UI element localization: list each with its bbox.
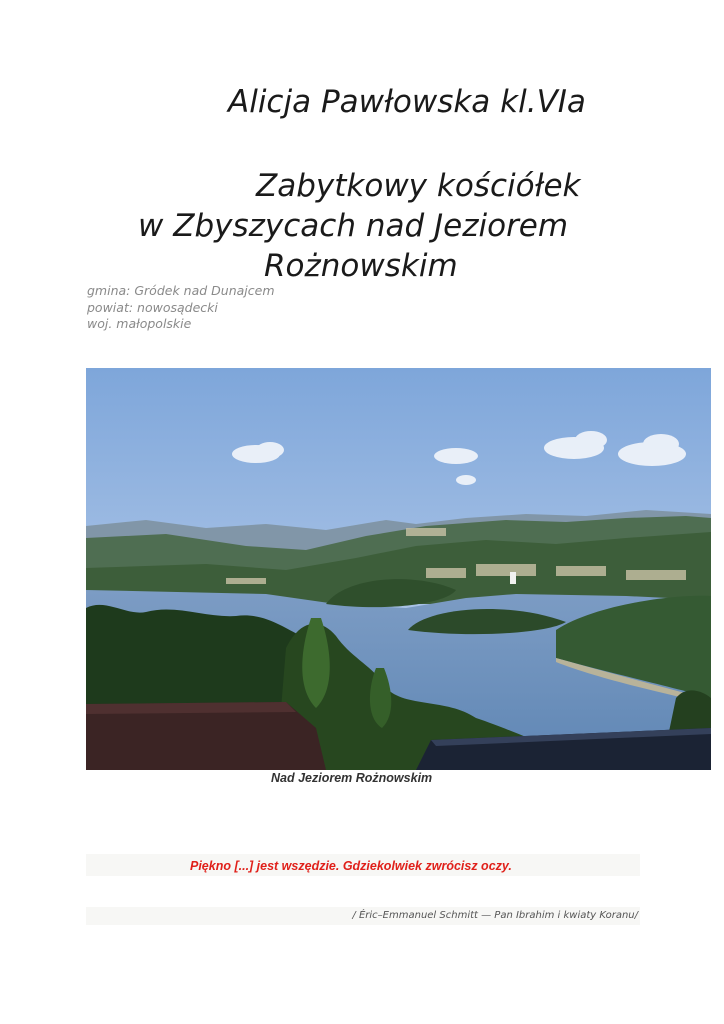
location-wojewodztwo: woj. małopolskie xyxy=(87,316,192,331)
quote-text: Piękno [...] jest wszędzie. Gdziekolwiek zwrócisz oczy. xyxy=(190,859,512,873)
title-line-2: w Zbyszycach nad Jeziorem xyxy=(138,208,569,244)
lake-photo xyxy=(86,368,711,770)
quote-attribution: / Éric–Emmanuel Schmitt — Pan Ibrahim i kwiaty Koranu/ xyxy=(352,910,638,921)
photo-caption: Nad Jeziorem Rożnowskim xyxy=(271,771,433,785)
author-heading: Alicja Pawłowska kl.VIa xyxy=(228,84,586,120)
location-gmina: gmina: Gródek nad Dunajcem xyxy=(87,283,275,298)
title-line-3: Rożnowskim xyxy=(264,248,458,284)
location-powiat: powiat: nowosądecki xyxy=(87,299,218,315)
title-line-1: Zabytkowy kościółek xyxy=(256,168,581,204)
location-info xyxy=(87,283,275,333)
